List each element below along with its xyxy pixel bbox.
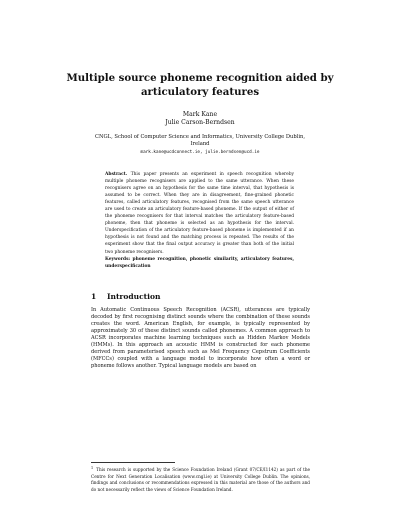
abstract-label: Abstract.	[105, 172, 128, 177]
introduction-paragraph: In Automatic Continuous Speech Recognition (ACSR), utterances are typically decoded by first recognising distinct sounds where the combination of these sounds creates the word. American English, for example, is typically represented by approximately 30 of these distinct sounds called phonemes. A common approach to ACSR incorporates machine learning techniques such as Hidden Markov Models (HMMs). In this approach an acoustic HMM is constructed for each phoneme derived from parameterised speech such as Mel Frequency Cepstrum Coefficients (MFCCs) coupled with a language model to incorporate how often a word or phoneme follows another. Typical language models are based on	[91, 307, 310, 370]
footnote-rule	[91, 462, 175, 463]
footnote-mark: 1	[91, 466, 94, 470]
keywords-text: phoneme recognition, phonetic similarity, articulatory features, underspecification	[105, 256, 294, 269]
affiliation: CNGL, School of Computer Science and Informatics, University College Dublin, Ireland	[95, 134, 305, 148]
abstract-text: This paper presents an experiment in speech recognition whereby multiple phoneme recognisers are applied to the same utterance. When these recognisers agree on an hypothesis for the same time interval, that hypothesis is assumed to be correct. When they are in disagreement, fine-grained phonetic features, called articulatory features, recognised from the same speech utterance are used to create an articulatory feature-based phoneme. If the output of either of the phoneme recognisers for that interval matches the articulatory feature-based phoneme, then that phoneme is selected as an hypothesis for the interval. Underspecification of the articulatory feature-based phoneme is implemented if an hypothesis is not found and the matching process is repeated. The results of the experiment show that the final output accuracy is greater than both of the initial two phoneme recognisers.	[105, 172, 294, 255]
abstract	[105, 171, 294, 270]
footnote-text: This research is supported by the Science Foundation Ireland (Grant 07/CE/I1142) as part of the Centre for Next Generation Localisation (www.cngl.ie) at University College Dublin. The opinions, findings and conclusions or recommendations expressed in this material are those of the authors and do not necessarily reflect the views of Science Foundation Ireland.	[91, 467, 310, 492]
keywords-label: Keywords:	[105, 256, 131, 262]
section-number: 1	[91, 292, 97, 301]
author-emails: mark.kane@ucdconnect.ie, julie.berndsen@ucd.ie	[140, 150, 260, 155]
section-heading	[91, 292, 160, 302]
author-1: Mark Kane	[182, 111, 218, 118]
footnote	[91, 465, 310, 493]
author-2: Julie Carson-Berndsen	[165, 119, 235, 126]
paper-title: Multiple source phoneme recognition aided by articulatory features	[66, 72, 334, 98]
section-title: Introduction	[107, 292, 161, 301]
